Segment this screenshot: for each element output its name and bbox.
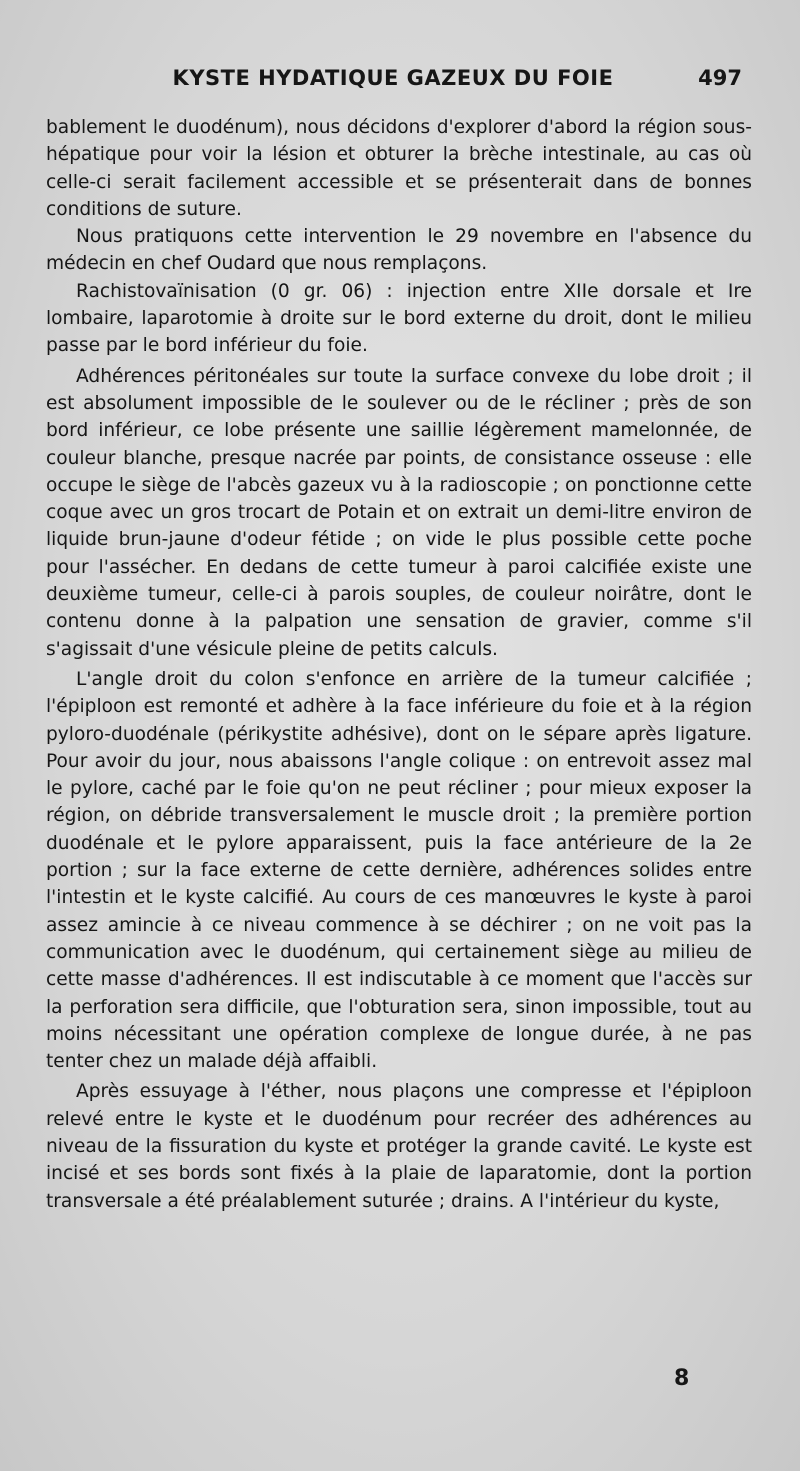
- signature-mark: 8: [674, 1366, 690, 1391]
- running-title: KYSTE HYDATIQUE GAZEUX DU FOIE: [172, 66, 614, 90]
- paragraph-adhesions: Adhérences péritonéales sur toute la surface convexe du lobe droit ; il est absolument impossible de le soulever ou de le récliner ; près de son bord inférieur, ce lobe présente une saillie légèrement mamelonnée, de couleur blanche, presque nacrée par points, de consistance osseuse : elle occupe le siège de l'abcès gazeux vu à la radioscopie ; on ponctionne cette coque avec un gros trocart de Potain et on extrait un demi-litre environ de liquide brun-jaune d'odeur fétide ; on vide le plus possible cette poche pour l'assécher. En dedans de cette tumeur à paroi calcifiée existe une deuxième tumeur, celle-ci à parois souples, de couleur noirâtre, dont le contenu donne à la palpation une sensation de gravier, comme s'il s'agissait d'une vésicule pleine de petits calculs.: [46, 365, 752, 660]
- paragraph-intervention-date: Nous pratiquons cette intervention le 29 novembre en l'absence du médecin en chef Oudard que nous remplaçons.: [46, 226, 752, 275]
- paragraph-continuation: bablement le duodénum), nous décidons d'explorer d'abord la région sous-hépatique pour voir la lésion et obturer la brèche intestinale, au cas où celle-ci serait facilement accessible et se présenterait dans de bonnes conditions de suture.: [46, 117, 752, 220]
- paragraph-anesthesia: Rachistovaïnisation (0 gr. 06) : injection entre XIIe dorsale et Ire lombaire, laparotomie à droite sur le bord externe du droit, dont le milieu passe par le bord inférieur du foie.: [46, 280, 752, 357]
- body-text: [46, 114, 752, 1215]
- paragraph-colon-angle: L'angle droit du colon s'enfonce en arrière de la tumeur calcifiée ; l'épiploon est remonté et adhère à la face inférieure du foie et à la région pyloro-duodénale (périkystite adhésive), dont on le sépare après ligature. Pour avoir du jour, nous abaissons l'angle colique : on entrevoit assez mal le pylore, caché par le foie qu'on ne peut récliner ; pour mieux exposer la région, on débride transversalement le muscle droit ; la première portion duodénale et le pylore apparaissent, puis la face antérieure de la 2e portion ; sur la face externe de cette dernière, adhérences solides entre l'intestin et le kyste calcifié. Au cours de ces manœuvres le kyste à paroi assez amincie à ce niveau commence à se déchirer ; on ne voit pas la communication avec le duodénum, qui certainement siège au milieu de cette masse d'adhérences. Il est indiscutable à ce moment que l'accès sur la perforation sera difficile, que l'obturation sera, sinon impossible, tout au moins nécessitant une opération complexe de longue durée, à ne pas tenter chez un malade déjà affaibli.: [46, 668, 752, 1073]
- page-header: [40, 64, 746, 98]
- page-number: 497: [698, 66, 742, 90]
- paragraph-ether-cleaning: Après essuyage à l'éther, nous plaçons une compresse et l'épiploon relevé entre le kyste et le duodénum pour recréer des adhérences au niveau de la fissuration du kyste et protéger la grande cavité. Le kyste est incisé et ses bords sont fixés à la plaie de laparatomie, dont la portion transversale a été préalablement suturée ; drains. A l'intérieur du kyste,: [46, 1081, 752, 1212]
